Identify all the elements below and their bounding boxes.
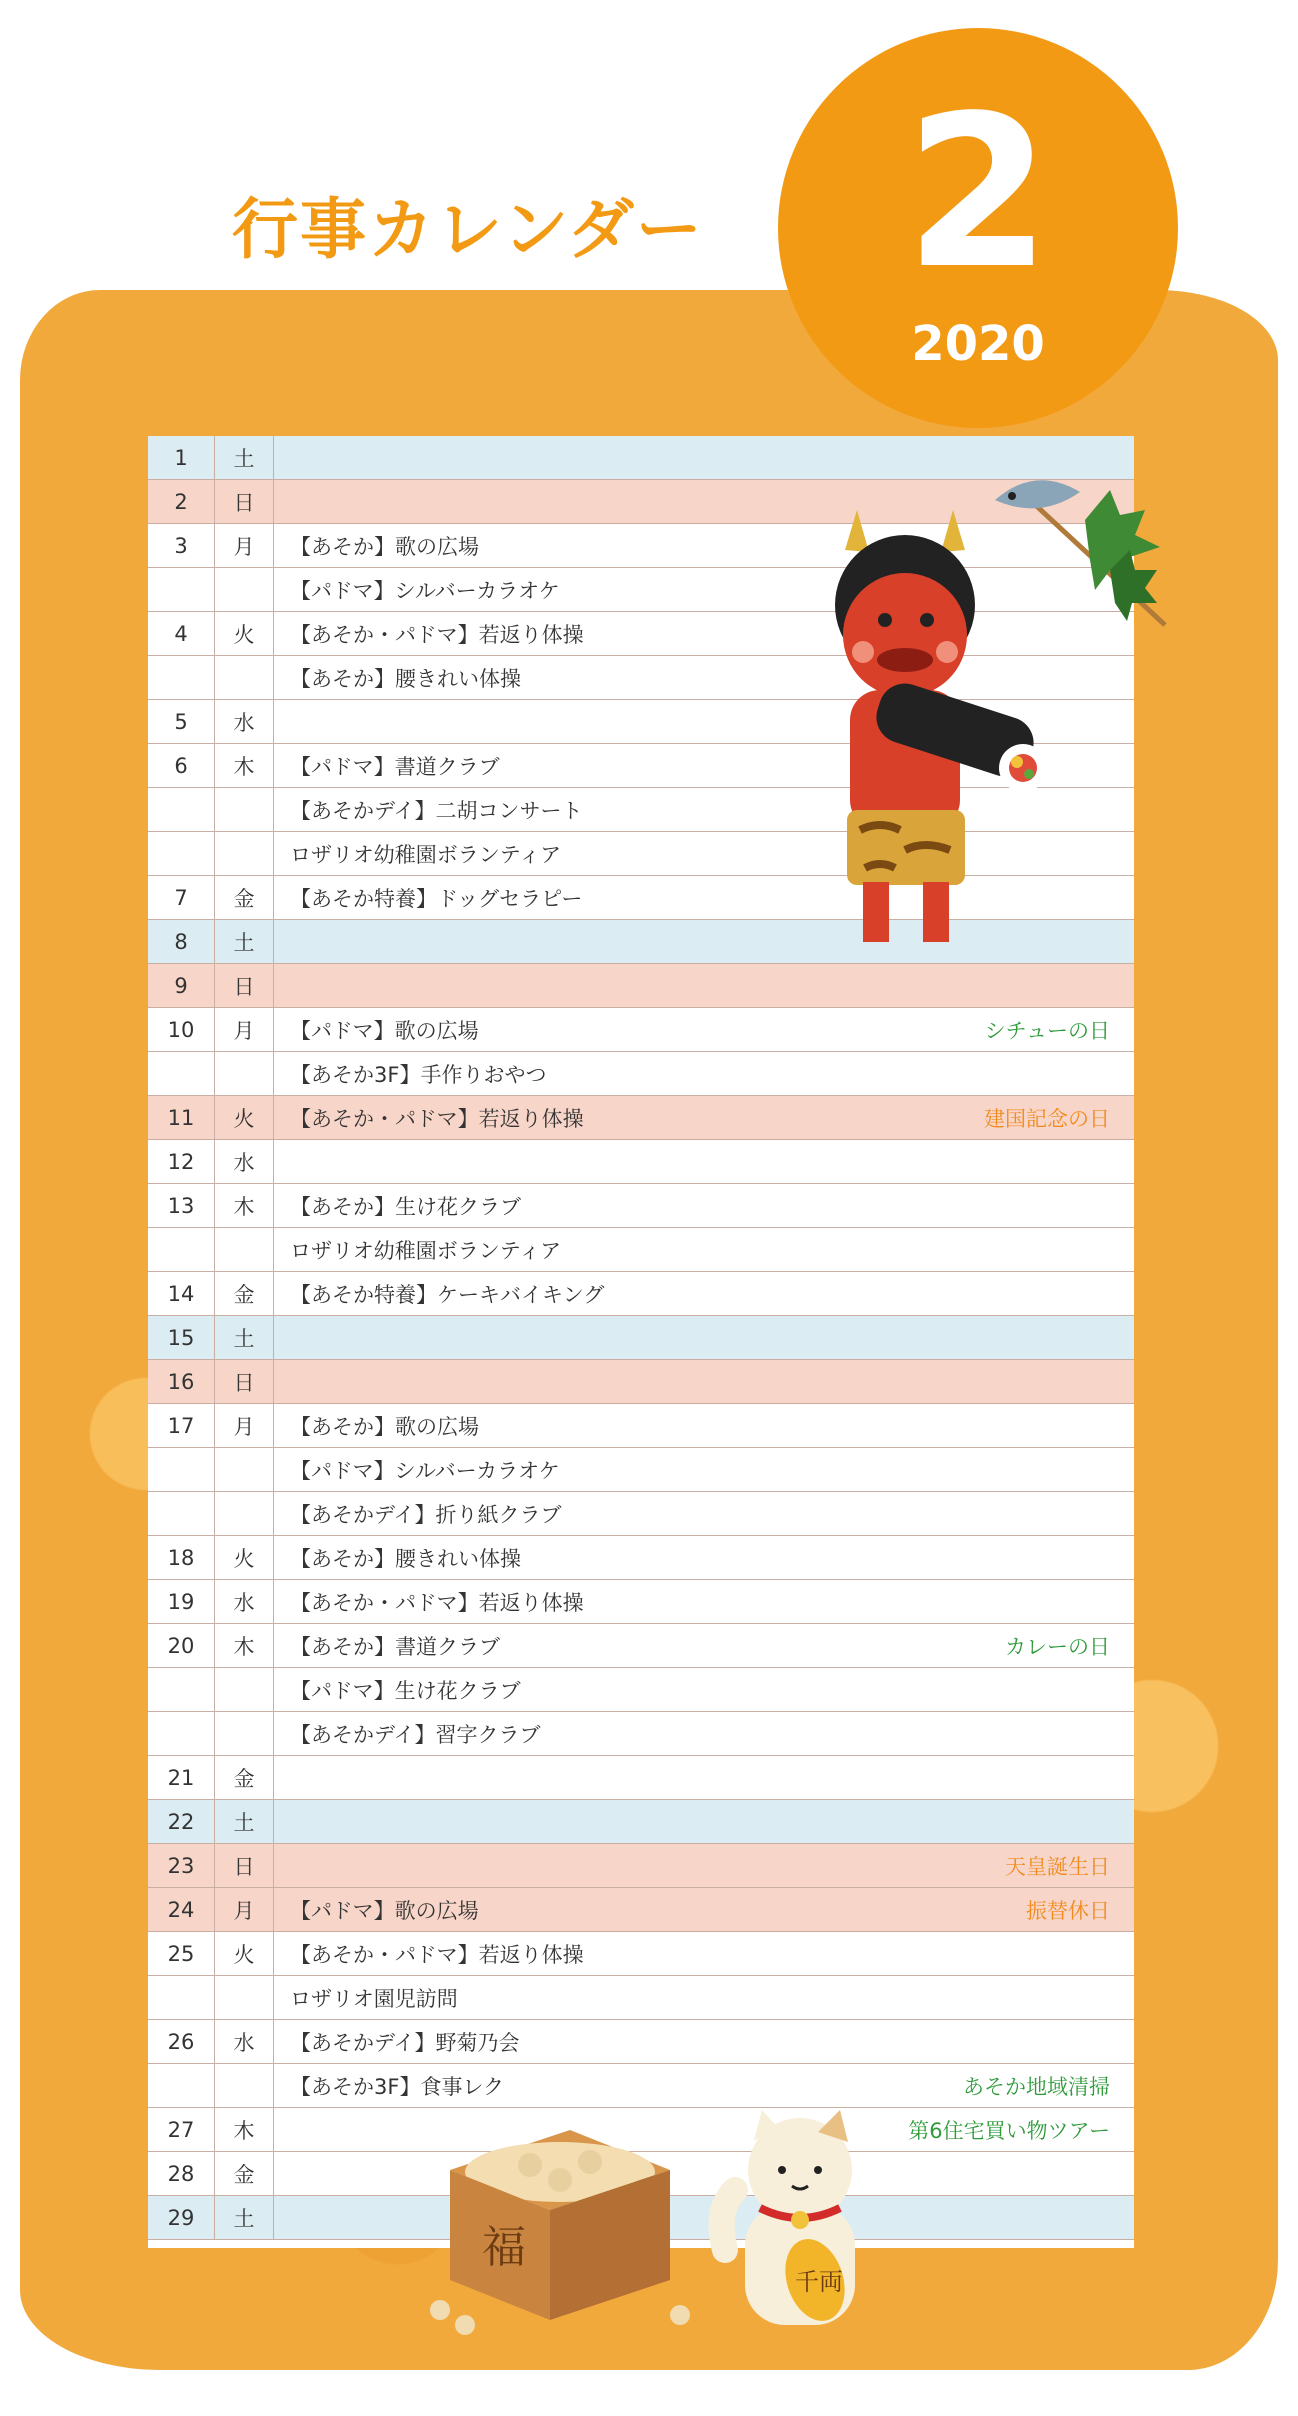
event-cell: 【あそか・パドマ】若返り体操 [290,1590,584,1615]
date-cell [148,1712,215,1755]
event-cell: 【あそか・パドマ】若返り体操 [290,622,584,647]
weekday-cell: 金 [215,1272,274,1315]
event-cell: 【あそか】歌の広場 [290,1414,479,1439]
date-cell: 2 [148,480,215,523]
calendar-row [148,1228,1134,1272]
weekday-cell: 水 [215,1580,274,1623]
weekday-cell: 火 [215,1932,274,1975]
event-cell: 【あそか・パドマ】若返り体操 [290,1942,584,1967]
weekday-cell [215,1712,274,1755]
weekday-cell: 木 [215,2108,274,2151]
event-cell: ロザリオ幼稚園ボランティア [290,842,562,867]
event-cell: 【あそか・パドマ】若返り体操 [290,1106,584,1131]
date-cell [148,568,215,611]
date-cell: 6 [148,744,215,787]
date-cell: 12 [148,1140,215,1183]
calendar-row [148,1800,1134,1844]
calendar-row [148,1624,1134,1668]
calendar-row [148,1756,1134,1800]
weekday-cell: 水 [215,2020,274,2063]
event-cell: 【あそか3F】手作りおやつ [290,1062,547,1087]
date-cell: 14 [148,1272,215,1315]
date-cell: 23 [148,1844,215,1887]
weekday-cell [215,2064,274,2107]
weekday-cell: 土 [215,2196,274,2239]
note-cell: カレーの日 [1005,1634,1110,1659]
calendar-row [148,964,1134,1008]
weekday-cell [215,656,274,699]
event-cell: ロザリオ園児訪問 [290,1986,458,2011]
calendar-row [148,1272,1134,1316]
weekday-cell: 木 [215,1624,274,1667]
weekday-cell: 月 [215,524,274,567]
date-cell [148,1052,215,1095]
weekday-cell: 月 [215,1888,274,1931]
date-cell [148,656,215,699]
weekday-cell [215,1668,274,1711]
calendar-row [148,1404,1134,1448]
weekday-cell: 日 [215,1844,274,1887]
calendar-row [148,2064,1134,2108]
event-cell: 【あそかデイ】折り紙クラブ [290,1502,562,1527]
date-cell [148,1668,215,1711]
date-cell [148,2064,215,2107]
month-badge [778,28,1178,428]
coin-label: 千両 [795,2268,843,2296]
weekday-cell: 日 [215,964,274,1007]
date-cell: 20 [148,1624,215,1667]
weekday-cell: 木 [215,1184,274,1227]
event-cell: ロザリオ幼稚園ボランティア [290,1238,562,1263]
event-cell: 【あそか】書道クラブ [290,1634,500,1659]
calendar-row [148,436,1134,480]
calendar-row [148,1316,1134,1360]
date-cell [148,1976,215,2019]
event-cell: 【パドマ】歌の広場 [290,1898,479,1923]
date-cell: 4 [148,612,215,655]
date-cell: 29 [148,2196,215,2239]
event-cell: 【あそかデイ】二胡コンサート [290,798,583,823]
weekday-cell: 土 [215,1800,274,1843]
weekday-cell: 水 [215,1140,274,1183]
page-title: 行事カレンダー [232,191,704,268]
calendar-row [148,1844,1134,1888]
date-cell: 28 [148,2152,215,2195]
event-cell: 【パドマ】シルバーカラオケ [290,578,560,603]
note-cell: シチューの日 [984,1018,1110,1043]
calendar-row [148,1360,1134,1404]
date-cell: 11 [148,1096,215,1139]
weekday-cell: 月 [215,1008,274,1051]
calendar-row [148,1052,1134,1096]
calendar-row [148,1448,1134,1492]
maneki-neko-illustration [690,2110,890,2340]
date-cell: 1 [148,436,215,479]
weekday-cell: 月 [215,1404,274,1447]
masu-label: 福 [482,2222,526,2273]
weekday-cell: 木 [215,744,274,787]
weekday-cell: 火 [215,612,274,655]
calendar-row [148,1580,1134,1624]
weekday-cell: 水 [215,700,274,743]
date-cell: 26 [148,2020,215,2063]
hiiragi-iwashi-illustration [990,460,1170,630]
date-cell [148,832,215,875]
event-cell: 【あそか3F】食事レク [290,2074,505,2099]
masu-beans-illustration [420,2110,700,2340]
event-cell: 【パドマ】シルバーカラオケ [290,1458,560,1483]
date-cell: 13 [148,1184,215,1227]
weekday-cell: 土 [215,436,274,479]
date-cell: 15 [148,1316,215,1359]
weekday-cell: 火 [215,1536,274,1579]
calendar-row [148,1096,1134,1140]
event-cell: 【あそか】歌の広場 [290,534,479,559]
calendar-row [148,1536,1134,1580]
weekday-cell [215,1976,274,2019]
event-cell: 【あそか】腰きれい体操 [290,666,521,691]
event-cell: 【あそかデイ】野菊乃会 [290,2030,520,2055]
date-cell: 24 [148,1888,215,1931]
month-number: 2 [904,70,1052,315]
date-cell: 3 [148,524,215,567]
calendar-row [148,1932,1134,1976]
weekday-cell: 日 [215,480,274,523]
event-cell: 【あそか】生け花クラブ [290,1194,521,1219]
date-cell: 17 [148,1404,215,1447]
event-cell: 【あそか】腰きれい体操 [290,1546,521,1571]
weekday-cell [215,1052,274,1095]
calendar-row [148,1712,1134,1756]
event-cell: 【あそかデイ】習字クラブ [290,1722,541,1747]
weekday-cell: 金 [215,2152,274,2195]
event-cell: 【あそか特養】ドッグセラピー [290,886,583,911]
calendar-row [148,1184,1134,1228]
calendar-row [148,1492,1134,1536]
date-cell: 5 [148,700,215,743]
note-cell: 振替休日 [1026,1898,1110,1923]
weekday-cell [215,1228,274,1271]
weekday-cell: 金 [215,876,274,919]
weekday-cell [215,832,274,875]
date-cell: 21 [148,1756,215,1799]
calendar-row [148,1008,1134,1052]
weekday-cell: 土 [215,1316,274,1359]
calendar-row [148,1668,1134,1712]
date-cell [148,1492,215,1535]
date-cell [148,1228,215,1271]
event-cell: 【パドマ】歌の広場 [290,1018,479,1043]
date-cell: 18 [148,1536,215,1579]
weekday-cell: 金 [215,1756,274,1799]
date-cell: 22 [148,1800,215,1843]
event-cell: 【パドマ】生け花クラブ [290,1678,521,1703]
date-cell: 8 [148,920,215,963]
weekday-cell [215,788,274,831]
event-cell: 【あそか特養】ケーキバイキング [290,1282,605,1307]
calendar-row [148,2020,1134,2064]
date-cell: 7 [148,876,215,919]
year-label: 2020 [911,316,1045,372]
date-cell: 16 [148,1360,215,1403]
date-cell: 9 [148,964,215,1007]
date-cell [148,1448,215,1491]
weekday-cell: 土 [215,920,274,963]
calendar-row [148,1976,1134,2020]
note-cell: 第6住宅買い物ツアー [908,2118,1110,2143]
note-cell: 建国記念の日 [984,1106,1110,1131]
calendar-row [148,1140,1134,1184]
weekday-cell [215,1492,274,1535]
weekday-cell: 火 [215,1096,274,1139]
date-cell: 10 [148,1008,215,1051]
date-cell: 19 [148,1580,215,1623]
weekday-cell: 日 [215,1360,274,1403]
event-cell: 【パドマ】書道クラブ [290,754,500,779]
calendar-row [148,1888,1134,1932]
note-cell: 天皇誕生日 [1005,1854,1110,1879]
weekday-cell [215,568,274,611]
date-cell: 25 [148,1932,215,1975]
date-cell: 27 [148,2108,215,2151]
note-cell: あそか地域清掃 [963,2074,1110,2099]
date-cell [148,788,215,831]
weekday-cell [215,1448,274,1491]
